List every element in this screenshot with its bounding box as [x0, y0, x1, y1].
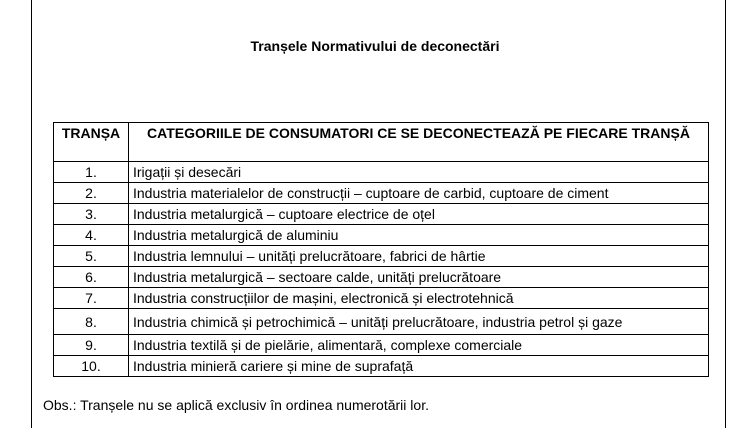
cell-category: Industria metalurgică – cuptoare electrice de oțel — [129, 204, 709, 225]
cell-category: Irigații și desecări — [129, 162, 709, 183]
cell-tranche: 1. — [54, 162, 129, 183]
table-row — [54, 204, 709, 225]
table-row — [54, 356, 709, 377]
cell-tranche: 9. — [54, 335, 129, 356]
cell-tranche: 7. — [54, 288, 129, 309]
table-row — [54, 183, 709, 204]
cell-tranche: 2. — [54, 183, 129, 204]
header-category: CATEGORIILE DE CONSUMATORI CE SE DECONECTEAZĂ PE FIECARE TRANȘĂ — [129, 123, 709, 162]
page-border-right — [725, 0, 726, 428]
footnote: Obs.: Tranșele nu se aplică exclusiv în ordinea numerotării lor. — [43, 397, 429, 413]
cell-category: Industria materialelor de construcții – cuptoare de carbid, cuptoare de ciment — [129, 183, 709, 204]
cell-category: Industria lemnului – unități prelucrătoare, fabrici de hârtie — [129, 246, 709, 267]
table-row — [54, 267, 709, 288]
table-row — [54, 162, 709, 183]
cell-tranche: 3. — [54, 204, 129, 225]
header-tranche: TRANȘA — [54, 123, 129, 162]
cell-category: Industria minieră cariere și mine de suprafață — [129, 356, 709, 377]
cell-tranche: 6. — [54, 267, 129, 288]
cell-category: Industria construcțiilor de mașini, electronică și electrotehnică — [129, 288, 709, 309]
table-row — [54, 288, 709, 309]
cell-category: Industria textilă și de pielărie, alimentară, complexe comerciale — [129, 335, 709, 356]
cell-category: Industria metalurgică de aluminiu — [129, 225, 709, 246]
cell-tranche: 8. — [54, 309, 129, 335]
cell-tranche: 5. — [54, 246, 129, 267]
page-border-left — [31, 0, 32, 428]
document-title: Tranșele Normativului de deconectări — [250, 38, 500, 54]
cell-tranche: 4. — [54, 225, 129, 246]
table-row — [54, 246, 709, 267]
table-row — [54, 335, 709, 356]
cell-tranche: 10. — [54, 356, 129, 377]
tranche-table — [53, 122, 709, 377]
table-row — [54, 225, 709, 246]
cell-category: Industria metalurgică – sectoare calde, unități prelucrătoare — [129, 267, 709, 288]
cell-category: Industria chimică și petrochimică – unități prelucrătoare, industria petrol și gaze — [129, 309, 709, 335]
table-row — [54, 309, 709, 335]
table-header-row — [54, 123, 709, 162]
